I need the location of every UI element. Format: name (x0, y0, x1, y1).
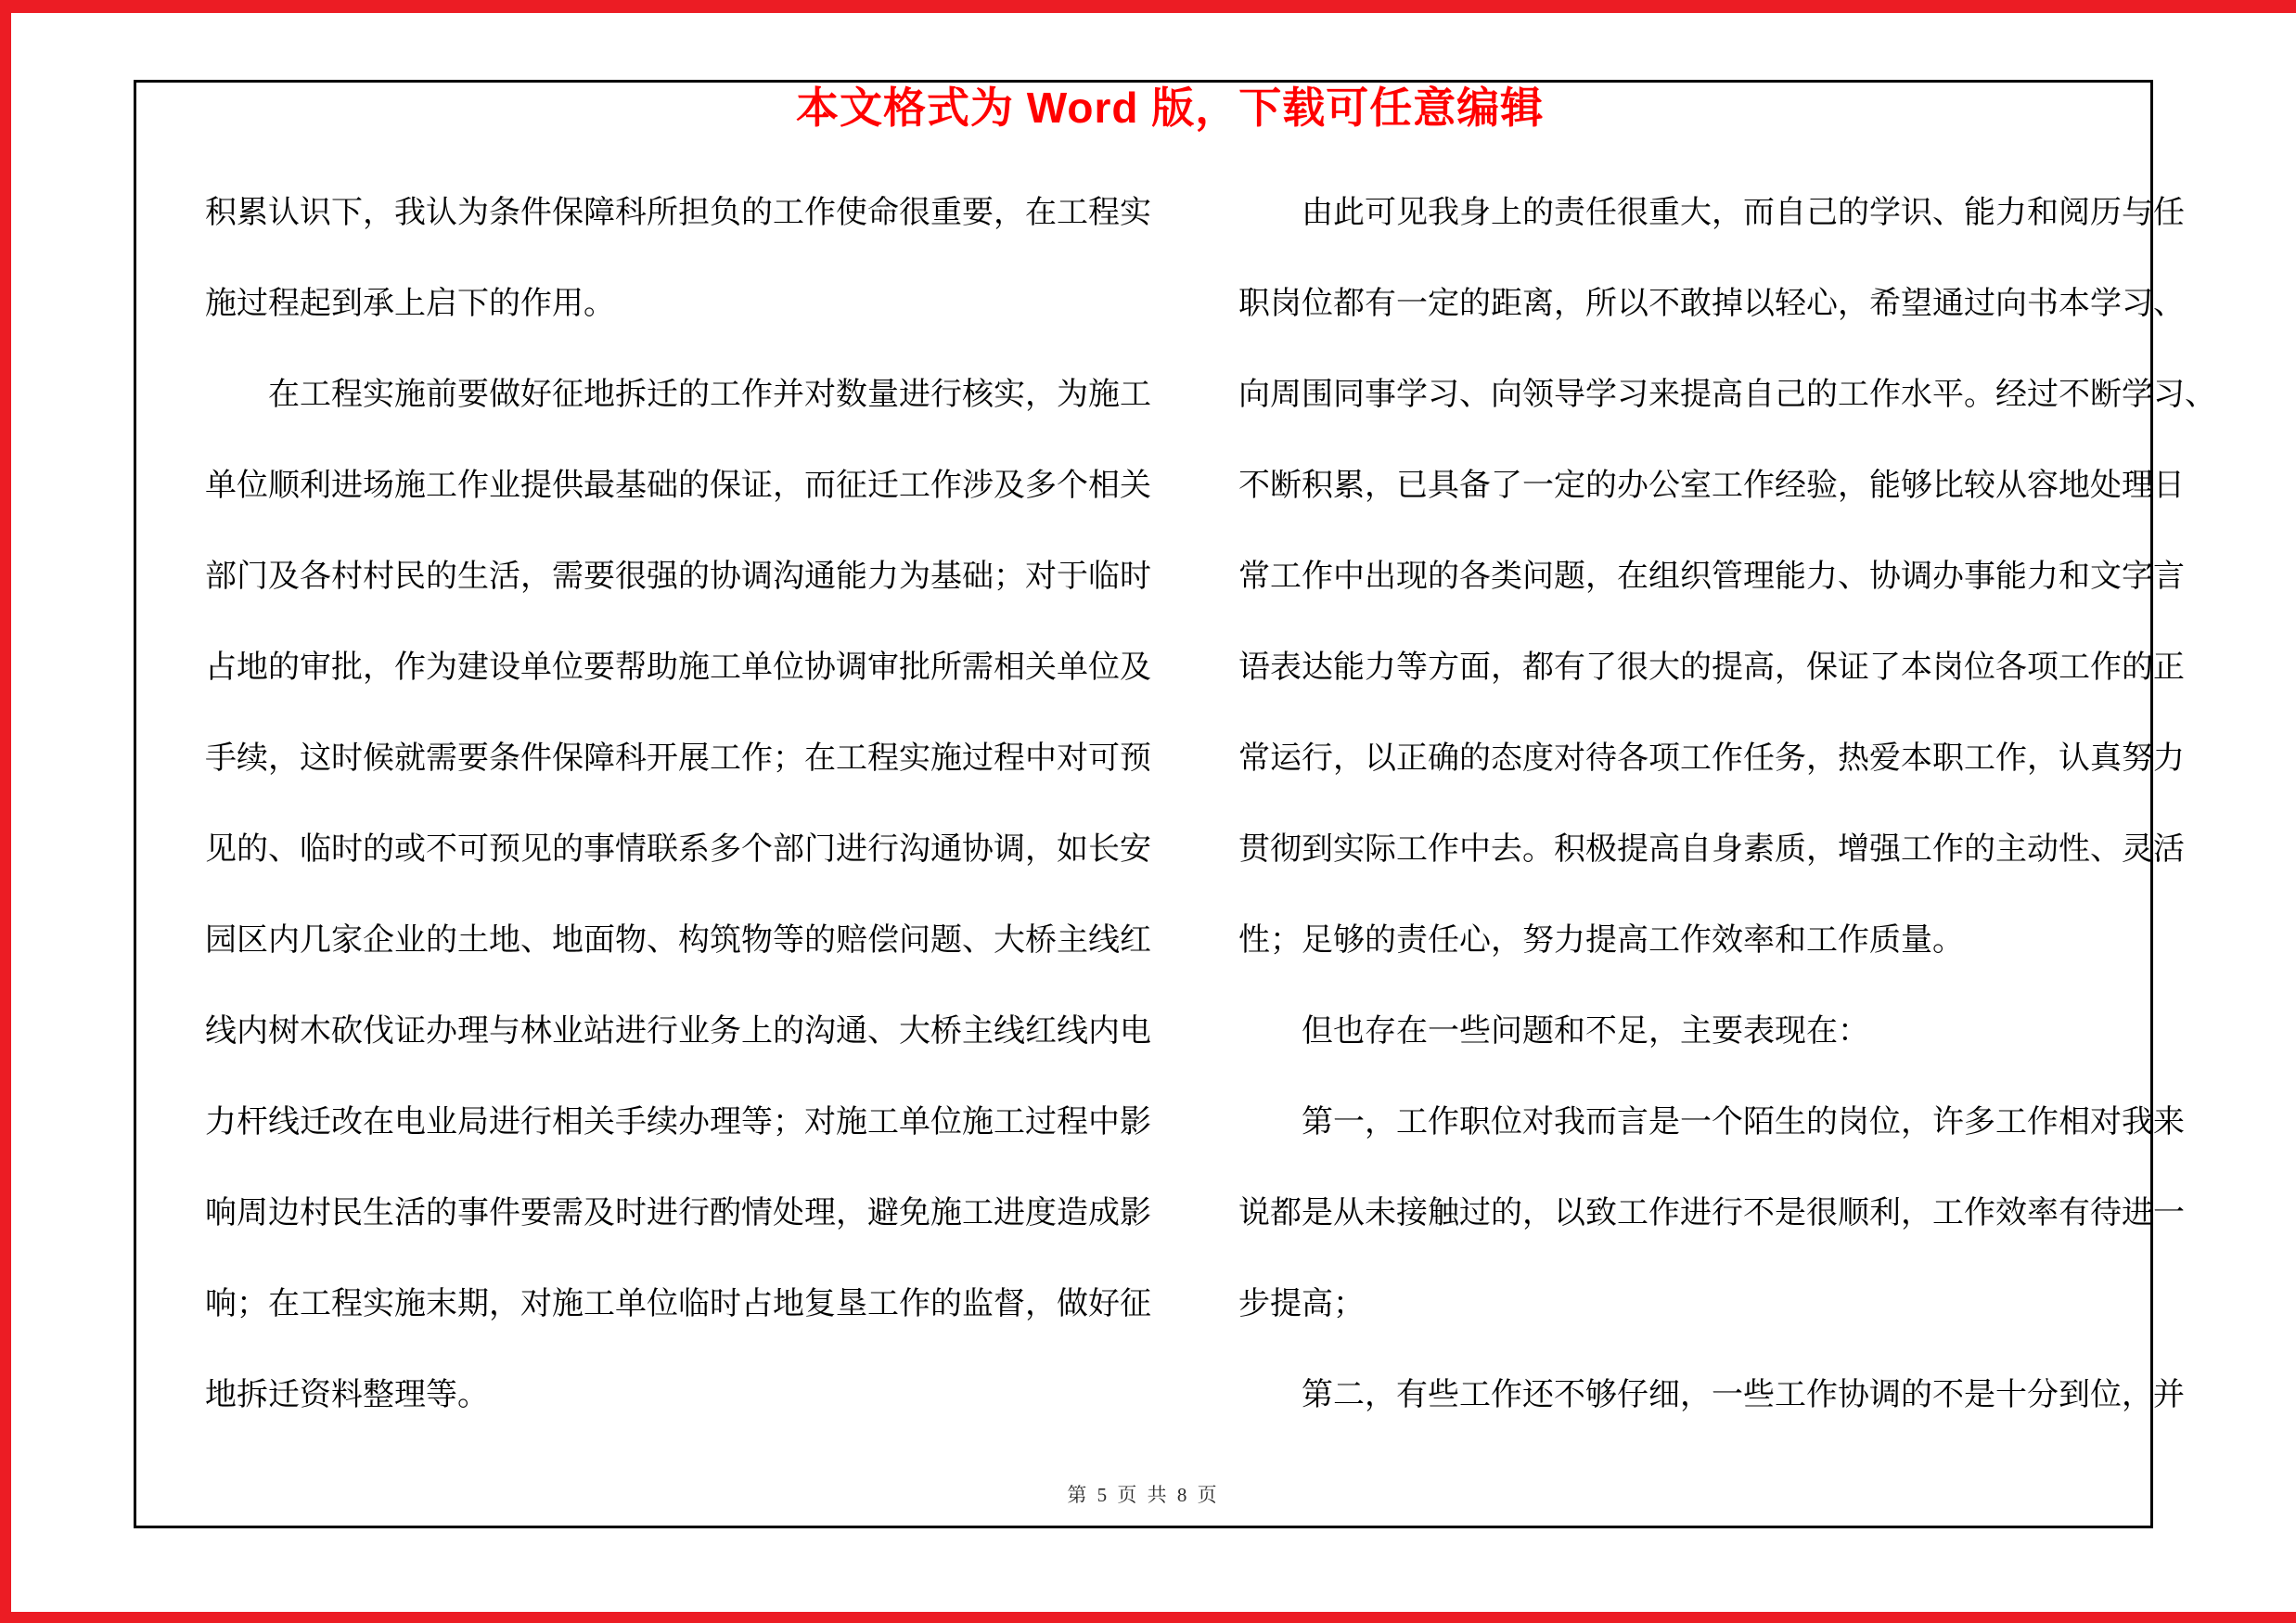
text-line: 积累认识下，我认为条件保障科所担负的工作使命很重要，在工程实 (205, 196, 1151, 230)
scan-edge-top (0, 0, 2296, 13)
text-line: 占地的审批，作为建设单位要帮助施工单位协调审批所需相关单位及 (205, 650, 1151, 685)
text-line: 在工程实施前要做好征地拆迁的工作并对数量进行核实，为施工 (205, 378, 1151, 412)
text-line: 响；在工程实施末期，对施工单位临时占地复垦工作的监督，做好征 (205, 1287, 1151, 1321)
text-line: 不断积累，已具备了一定的办公室工作经验，能够比较从容地处理日 (1238, 469, 2185, 503)
text-line: 职岗位都有一定的距离，所以不敢掉以轻心，希望通过向书本学习、 (1238, 287, 2185, 321)
text-line: 响周边村民生活的事件要需及时进行酌情处理，避免施工进度造成影 (205, 1196, 1151, 1230)
right-text-column (1238, 168, 2216, 1441)
text-line: 手续，这时候就需要条件保障科开展工作；在工程实施过程中对可预 (205, 741, 1151, 776)
text-line: 线内树木砍伐证办理与林业站进行业务上的沟通、大桥主线红线内电 (205, 1014, 1151, 1049)
text-line: 地拆迁资料整理等。 (205, 1378, 489, 1412)
text-line: 第二，有些工作还不够仔细，一些工作协调的不是十分到位，并 (1238, 1378, 2185, 1412)
text-line: 园区内几家企业的土地、地面物、构筑物等的赔偿问题、大桥主线红 (205, 923, 1151, 958)
scan-edge-bottom (0, 1612, 2296, 1623)
format-notice-text: 本文格式为 Word 版，下载可任意编辑 (796, 84, 1545, 132)
text-line: 由此可见我身上的责任很重大，而自己的学识、能力和阅历与任 (1238, 196, 2185, 230)
text-line: 贯彻到实际工作中去。积极提高自身素质，增强工作的主动性、灵活 (1238, 832, 2185, 867)
text-line: 向周围同事学习、向领导学习来提高自己的工作水平。经过不断学习、 (1238, 378, 2216, 412)
text-line: 但也存在一些问题和不足，主要表现在： (1238, 1014, 1869, 1049)
text-line: 部门及各村村民的生活，需要很强的协调沟通能力为基础；对于临时 (205, 560, 1151, 594)
text-line: 常工作中出现的各类问题，在组织管理能力、协调办事能力和文字言 (1238, 560, 2185, 594)
text-line: 语表达能力等方面，都有了很大的提高，保证了本岗位各项工作的正 (1238, 650, 2185, 685)
text-line: 见的、临时的或不可预见的事情联系多个部门进行沟通协调，如长安 (205, 832, 1151, 867)
text-line: 步提高； (1238, 1287, 1365, 1321)
text-line: 单位顺利进场施工作业提供最基础的保证，而征迁工作涉及多个相关 (205, 469, 1151, 503)
text-line: 常运行，以正确的态度对待各项工作任务，热爱本职工作，认真努力 (1238, 741, 2185, 776)
page-number-footer: 第 5 页 共 8 页 (1067, 1484, 1220, 1506)
text-line: 施过程起到承上启下的作用。 (205, 287, 615, 321)
text-line: 说都是从未接触过的，以致工作进行不是很顺利，工作效率有待进一 (1238, 1196, 2185, 1230)
text-line: 性；足够的责任心，努力提高工作效率和工作质量。 (1238, 923, 1964, 958)
text-line: 第一，工作职位对我而言是一个陌生的岗位，许多工作相对我来 (1238, 1105, 2185, 1140)
scan-edge-left (0, 0, 11, 1623)
text-line: 力杆线迁改在电业局进行相关手续办理等；对施工单位施工过程中影 (205, 1105, 1151, 1140)
left-text-column (205, 168, 1156, 1441)
